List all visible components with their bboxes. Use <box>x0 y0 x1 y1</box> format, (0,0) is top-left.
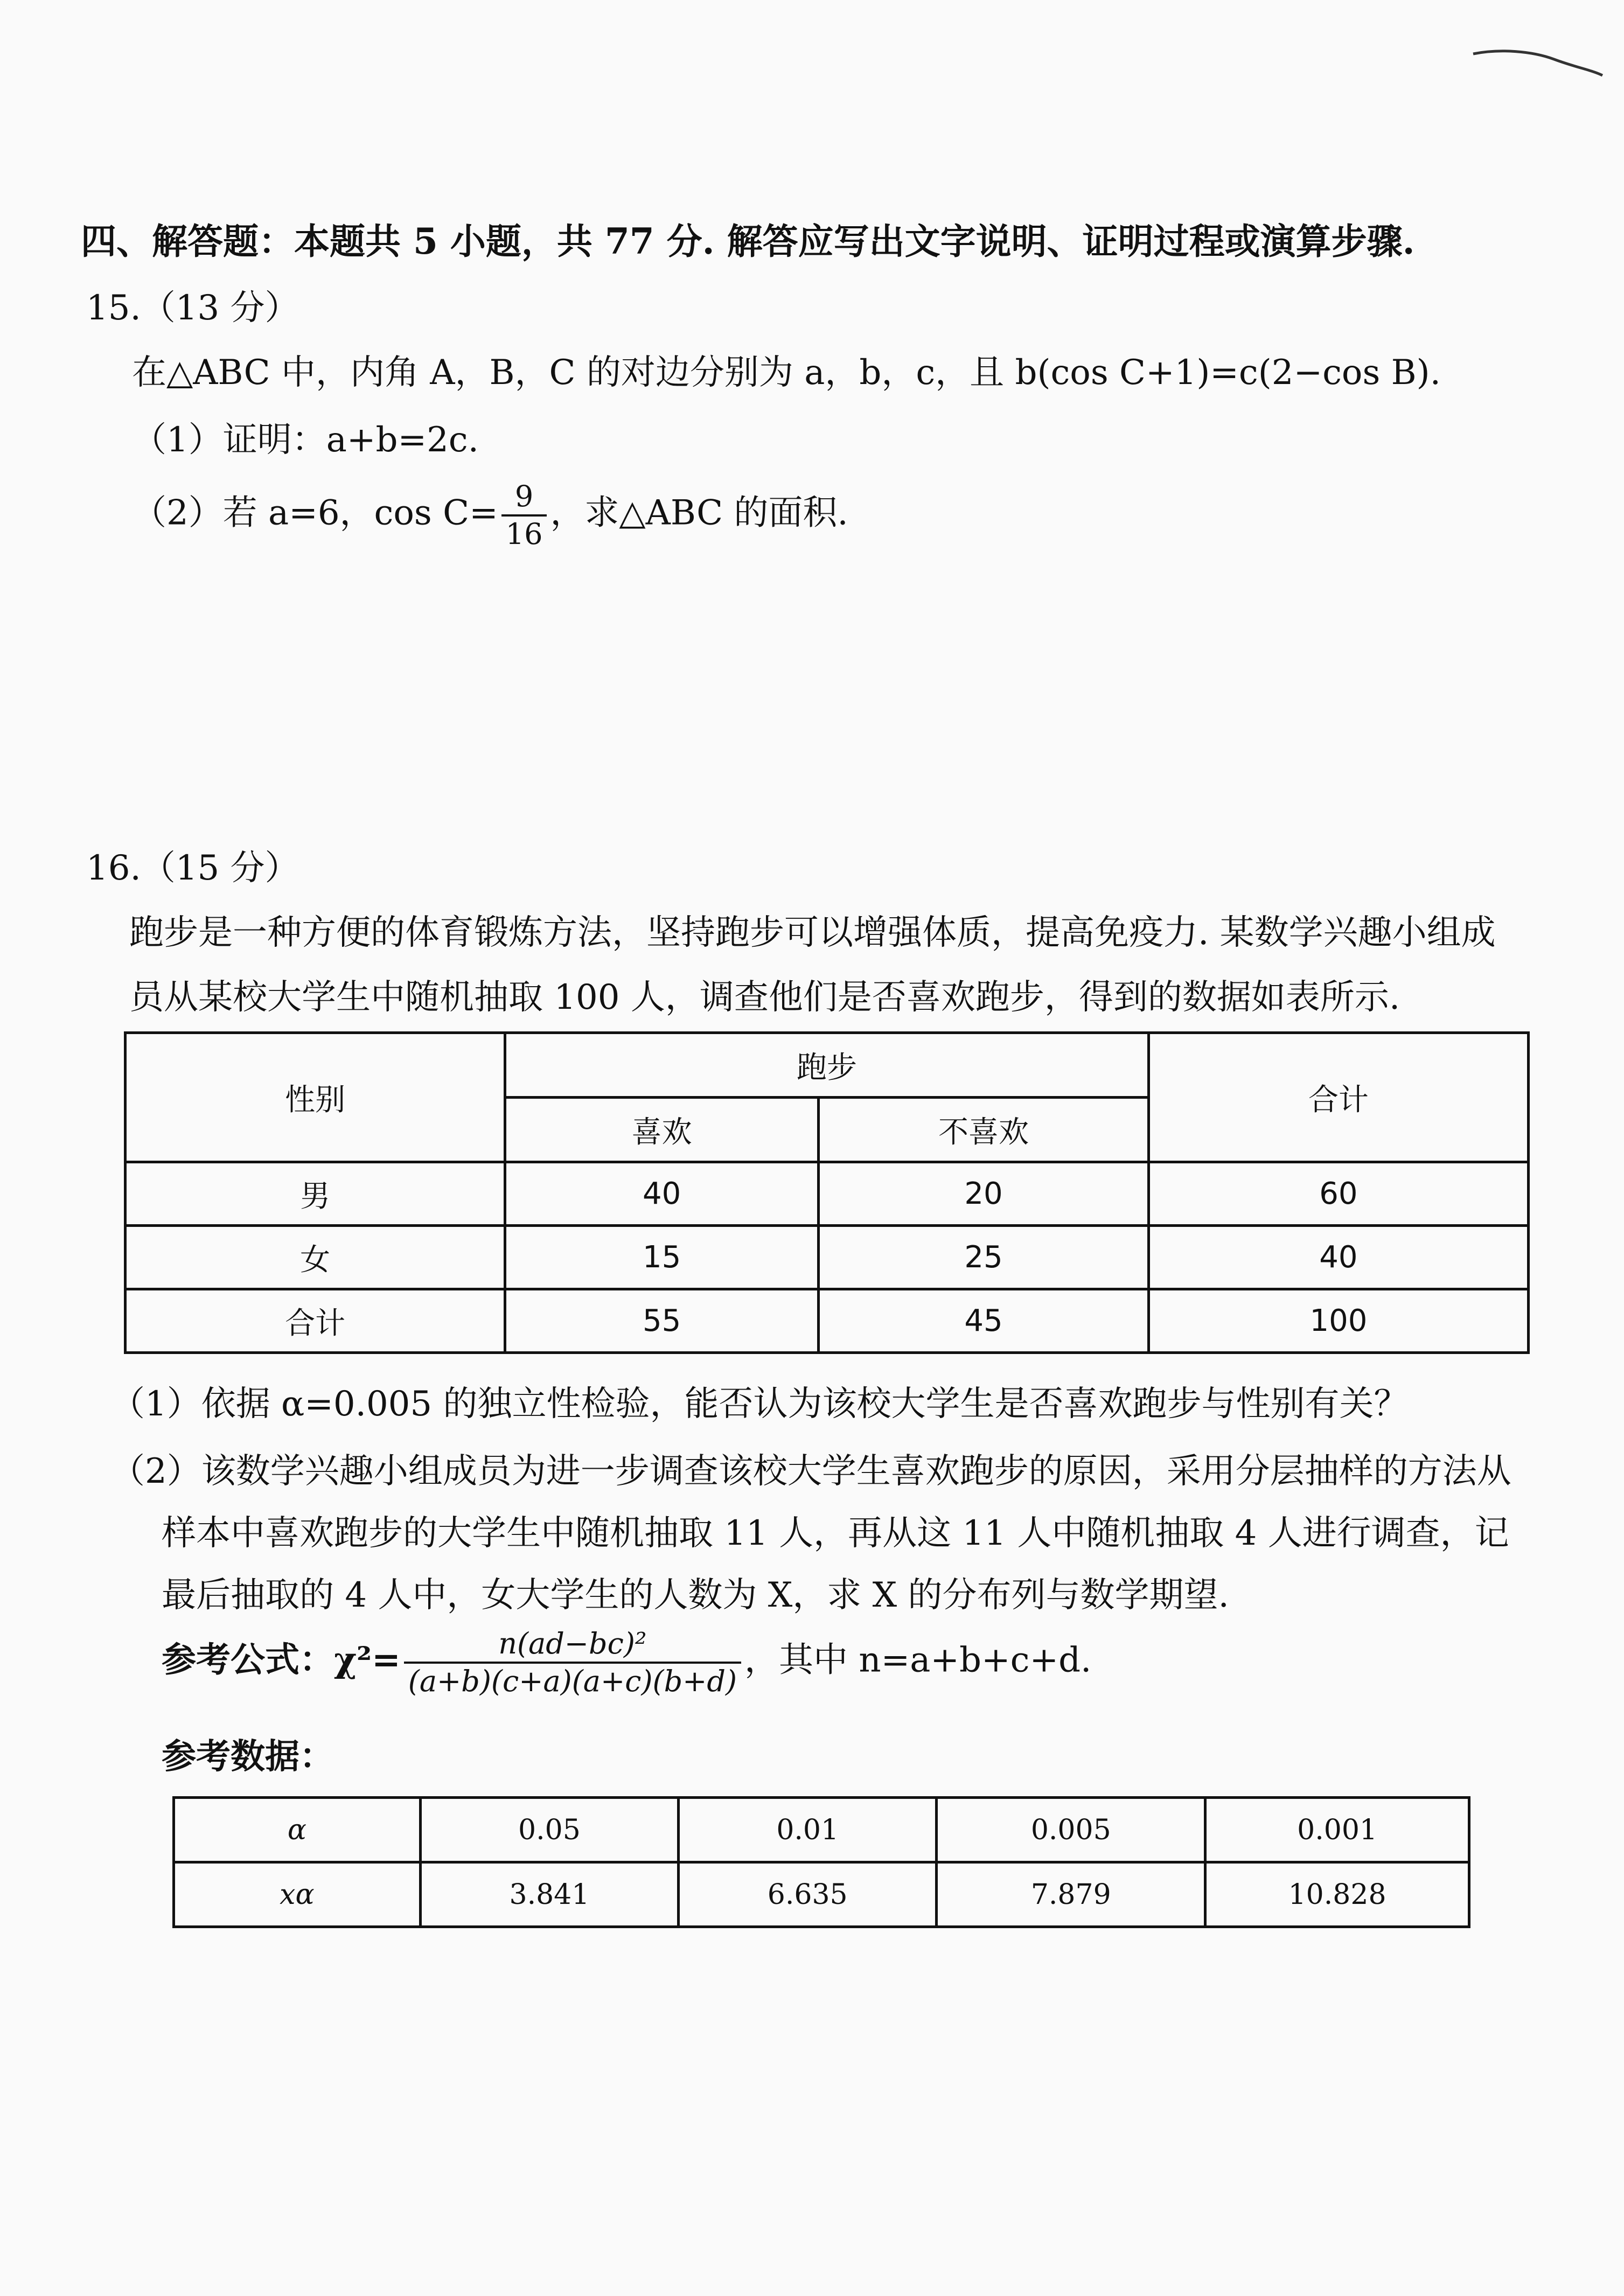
q15-part1: （1）证明：a+b=2c. <box>132 420 479 460</box>
q16-stem-line2: 员从某校大学生中随机抽取 100 人，调查他们是否喜欢跑步，得到的数据如表所示. <box>129 978 1400 1017</box>
q15-stem: 在△ABC 中，内角 A，B，C 的对边分别为 a，b，c，且 b(cos C+1)=c(2−cos B). <box>132 353 1441 393</box>
x-alpha-value: 3.841 <box>420 1862 678 1927</box>
pen-mark-icon <box>1468 38 1608 81</box>
x-alpha-label: xα <box>174 1862 421 1927</box>
q16-part1: （1）依据 α=0.005 的独立性检验，能否认为该校大学生是否喜欢跑步与性别有关？ <box>110 1384 1409 1424</box>
q15-part2-prefix: （2）若 a=6，cos C= <box>132 493 498 533</box>
q15-fraction-denominator: 16 <box>505 517 543 551</box>
formula-denominator: (a+b)(c+a)(a+c)(b+d) <box>408 1664 737 1698</box>
cell-total: 40 <box>1148 1226 1528 1289</box>
cell-dislike: 25 <box>819 1226 1149 1289</box>
formula-suffix: ，其中 n=a+b+c+d. <box>744 1640 1092 1680</box>
table-row <box>126 1162 1529 1226</box>
reference-formula <box>162 1629 1091 1696</box>
q16-number: 16.（15 分） <box>86 848 299 888</box>
survey-table <box>124 1031 1530 1354</box>
alpha-value: 0.01 <box>679 1798 937 1862</box>
q15-part2 <box>132 479 848 551</box>
header-like: 喜欢 <box>505 1098 819 1162</box>
reference-data-label: 参考数据： <box>162 1736 334 1777</box>
alpha-value: 0.005 <box>937 1798 1205 1862</box>
formula-numerator: n(ad−bc)² <box>404 1629 741 1664</box>
cell-like: 40 <box>505 1162 819 1226</box>
table-row <box>126 1226 1529 1289</box>
alpha-value: 0.05 <box>420 1798 678 1862</box>
cell-total: 60 <box>1148 1162 1528 1226</box>
cell-like: 15 <box>505 1226 819 1289</box>
q15-part2-suffix: ，求△ABC 的面积. <box>550 493 848 533</box>
q15-number: 15.（13 分） <box>86 288 299 328</box>
row-label: 男 <box>126 1162 505 1226</box>
header-running: 跑步 <box>505 1033 1149 1098</box>
cell-like: 55 <box>505 1289 819 1353</box>
section-header: 四、解答题：本题共 5 小题，共 77 分. 解答应写出文字说明、证明过程或演算步骤. <box>81 220 1415 262</box>
x-alpha-value: 6.635 <box>679 1862 937 1927</box>
x-alpha-value: 7.879 <box>937 1862 1205 1927</box>
table-row <box>174 1862 1469 1927</box>
cell-dislike: 45 <box>819 1289 1149 1353</box>
header-gender: 性别 <box>126 1033 505 1162</box>
table-row <box>126 1289 1529 1353</box>
row-label: 女 <box>126 1226 505 1289</box>
cell-dislike: 20 <box>819 1162 1149 1226</box>
header-total: 合计 <box>1148 1033 1528 1162</box>
table-row <box>174 1798 1469 1862</box>
q16-stem-line1: 跑步是一种方便的体育锻炼方法，坚持跑步可以增强体质，提高免疫力. 某数学兴趣小组成 <box>129 913 1496 953</box>
q16-part2-line2: 样本中喜欢跑步的大学生中随机抽取 11 人，再从这 11 人中随机抽取 4 人进行调查，记 <box>162 1513 1509 1553</box>
formula-prefix: 参考公式：χ²= <box>162 1639 401 1680</box>
q16-part2-line1: （2）该数学兴趣小组成员为进一步调查该校大学生喜欢跑步的原因，采用分层抽样的方法从 <box>110 1451 1511 1491</box>
q15-fraction <box>501 479 547 551</box>
alpha-label: α <box>174 1798 421 1862</box>
cell-total: 100 <box>1148 1289 1528 1353</box>
q15-fraction-numerator: 9 <box>501 482 547 517</box>
q16-part2-line3: 最后抽取的 4 人中，女大学生的人数为 X，求 X 的分布列与数学期望. <box>162 1575 1229 1615</box>
row-label: 合计 <box>126 1289 505 1353</box>
header-dislike: 不喜欢 <box>819 1098 1149 1162</box>
alpha-value: 0.001 <box>1205 1798 1469 1862</box>
formula-fraction <box>404 1629 741 1696</box>
x-alpha-value: 10.828 <box>1205 1862 1469 1927</box>
reference-data-table <box>172 1796 1470 1928</box>
